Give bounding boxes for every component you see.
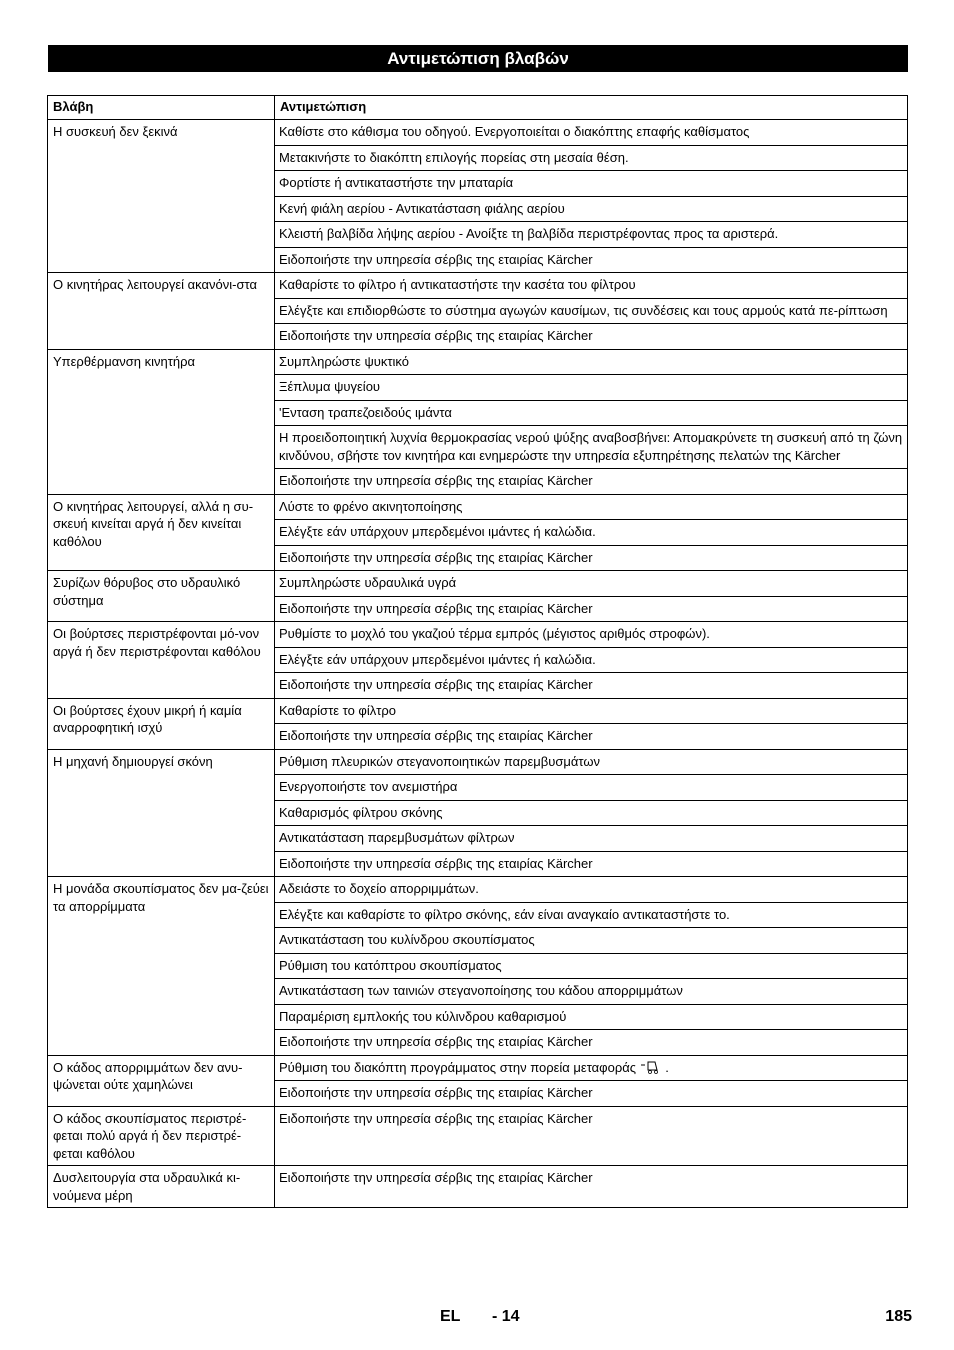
fault-cell: Οι βούρτσες έχουν μικρή ή καμία αναρροφητική ισχύ [48, 698, 275, 749]
remedy-cell [275, 1166, 908, 1208]
remedy-text: Η προειδοποιητική λυχνία θερμοκρασίας νερού ψύξης αναβοσβήνει: Απομακρύνετε τη συσκευή από τη ζώνη κινδύνου, σβήστε τον κινητήρα και ενημερώστε την υπηρεσία εξυπηρέτησης πελατών της Kärcher [279, 430, 903, 463]
remedy-text: Ειδοποιήστε την υπηρεσία σέρβις της εταιρίας Kärcher [279, 1110, 593, 1126]
remedy-cell [275, 1106, 908, 1166]
remedy-item [275, 825, 907, 851]
remedy-text: Συμπληρώστε υδραυλικά υγρά [279, 575, 457, 590]
remedy-item [275, 1029, 907, 1055]
remedy-item [275, 1166, 907, 1191]
remedy-text: Αντικατάσταση των ταινιών στεγανοποίησης του κάδου απορριμμάτων [279, 983, 683, 998]
remedy-item [275, 196, 907, 222]
remedy-text: Αντικατάσταση παρεμβυσμάτων φίλτρων [279, 830, 515, 845]
remedy-text: Ελέγξτε εάν υπάρχουν μπερδεμένοι ιμάντες ή καλώδια. [279, 524, 596, 539]
fault-cell: Υπερθέρμανση κινητήρα [48, 349, 275, 494]
table-row [48, 1106, 908, 1166]
troubleshooting-table [47, 95, 908, 1208]
remedy-item [275, 323, 907, 349]
troubleshooting-table-wrap [47, 95, 907, 1208]
remedy-cell [275, 494, 908, 571]
remedy-item [275, 273, 907, 298]
remedy-text: Ρυθμίστε το μοχλό του γκαζιού τέρμα εμπρός (μέγιστος αριθμός στροφών). [279, 626, 710, 641]
table-row [48, 120, 908, 273]
remedy-text: Ελέγξτε και επιδιορθώστε το σύστημα αγωγών καυσίμων, τις συνδέσεις και τους αρμούς κατά πε-ρίπτωση [279, 302, 888, 318]
remedy-cell [275, 273, 908, 350]
remedy-item [275, 468, 907, 494]
table-header-row [48, 96, 908, 120]
remedy-text: Λύστε το φρένο ακινητοποίησης [279, 498, 463, 514]
remedy-text: Ειδοποιήστε την υπηρεσία σέρβις της εταιρίας Kärcher [279, 1170, 593, 1185]
remedy-item [275, 851, 907, 877]
header-remedy: Αντιμετώπιση [275, 96, 908, 120]
remedy-text: Ειδοποιήστε την υπηρεσία σέρβις της εταιρίας Kärcher [279, 728, 593, 743]
remedy-item [275, 927, 907, 953]
remedy-text: Ειδοποιήστε την υπηρεσία σέρβις της εταιρίας Kärcher [279, 1085, 593, 1100]
remedy-cell [275, 571, 908, 622]
table-body [48, 120, 908, 1208]
remedy-text: Αδειάστε το δοχείο απορριμμάτων. [279, 881, 479, 896]
remedy-text: Παραμέριση εμπλοκής του κύλινδρου καθαρισμού [279, 1008, 567, 1024]
fault-cell: Η μηχανή δημιουργεί σκόνη [48, 749, 275, 877]
remedy-text: Φορτίστε ή αντικαταστήστε την μπαταρία [279, 175, 514, 190]
remedy-item [275, 699, 907, 724]
remedy-cell [275, 349, 908, 494]
remedy-text: Ρύθμιση του διακόπτη προγράμματος στην πορεία μεταφοράς [279, 1059, 636, 1075]
remedy-text: Ειδοποιήστε την υπηρεσία σέρβις της εταιρίας Kärcher [279, 855, 593, 871]
remedy-text: Ειδοποιήστε την υπηρεσία σέρβις της εταιρίας Kärcher [279, 328, 593, 343]
remedy-item [275, 1107, 907, 1132]
fault-cell: Ο κινητήρας λειτουργεί, αλλά η συ-σκευή κινείται αργά ή δεν κινείται καθόλου [48, 494, 275, 571]
remedy-text: Ειδοποιήστε την υπηρεσία σέρβις της εταιρίας Kärcher [279, 473, 593, 488]
remedy-item [275, 145, 907, 171]
remedy-item [275, 519, 907, 545]
remedy-cell [275, 877, 908, 1056]
remedy-item [275, 425, 907, 468]
fault-cell: Δυσλειτουργία στα υδραυλικά κι-νούμενα μέρη [48, 1166, 275, 1208]
remedy-item [275, 400, 907, 426]
table-row [48, 622, 908, 699]
remedy-text: Ξέπλυμα ψυγείου [279, 379, 381, 394]
remedy-item [275, 800, 907, 826]
remedy-item [275, 672, 907, 698]
remedy-text: Κενή φιάλη αερίου - Αντικατάσταση φιάλης αερίου [279, 200, 565, 216]
remedy-text: Κλειστή βαλβίδα λήψης αερίου - Ανοίξτε τη βαλβίδα περιστρέφοντας προς τα αριστερά. [279, 226, 779, 241]
remedy-item [275, 247, 907, 273]
table-row [48, 494, 908, 571]
transport-mode-icon: . [636, 1060, 669, 1075]
remedy-item [275, 596, 907, 622]
remedy-cell [275, 1055, 908, 1106]
fault-cell: Ο κινητήρας λειτουργεί ακανόνι-στα [48, 273, 275, 350]
fault-cell: Συρίζων θόρυβος στο υδραυλικό σύστημα [48, 571, 275, 622]
footer-language: EL [440, 1308, 461, 1325]
table-row [48, 349, 908, 494]
remedy-item [275, 374, 907, 400]
remedy-text: Ειδοποιήστε την υπηρεσία σέρβις της εταιρίας Kärcher [279, 549, 593, 565]
remedy-text: Ελέγξτε και καθαρίστε το φίλτρο σκόνης, εάν είναι αναγκαίο αντικαταστήστε το. [279, 906, 730, 922]
remedy-text: Ειδοποιήστε την υπηρεσία σέρβις της εταιρίας Kärcher [279, 600, 593, 616]
remedy-text: Ενεργοποιήστε τον ανεμιστήρα [279, 779, 458, 794]
remedy-text: Ειδοποιήστε την υπηρεσία σέρβις της εταιρίας Kärcher [279, 677, 593, 692]
remedy-item [275, 1056, 907, 1081]
table-row [48, 273, 908, 350]
footer-section-page: - 14 [492, 1308, 520, 1325]
remedy-text: Ελέγξτε εάν υπάρχουν μπερδεμένοι ιμάντες ή καλώδια. [279, 651, 596, 667]
remedy-item [275, 495, 907, 520]
remedy-item [275, 774, 907, 800]
header-fault: Βλάβη [48, 96, 275, 120]
remedy-item [275, 953, 907, 979]
remedy-item [275, 170, 907, 196]
table-row [48, 1055, 908, 1106]
table-row [48, 571, 908, 622]
remedy-text: Αντικατάσταση του κυλίνδρου σκουπίσματος [279, 932, 535, 947]
remedy-text: Καθαρίστε το φίλτρο [279, 702, 396, 718]
remedy-text: Ρύθμιση του κατόπτρου σκουπίσματος [279, 957, 502, 973]
remedy-text: Ρύθμιση πλευρικών στεγανοποιητικών παρεμβυσμάτων [279, 753, 600, 769]
fault-cell: Ο κάδος σκουπίσματος περιστρέ-φεται πολύ αργά ή δεν περιστρέ-φεται καθόλου [48, 1106, 275, 1166]
remedy-item [275, 221, 907, 247]
remedy-item [275, 120, 907, 145]
fault-cell: Η μονάδα σκουπίσματος δεν μα-ζεύει τα απορρίμματα [48, 877, 275, 1056]
section-title: Αντιμετώπιση βλαβών [48, 45, 908, 72]
remedy-text: Μετακινήστε το διακόπτη επιλογής πορείας στη μεσαία θέση. [279, 149, 629, 165]
remedy-item [275, 298, 907, 324]
remedy-item [275, 750, 907, 775]
remedy-item [275, 571, 907, 596]
fault-cell: Οι βούρτσες περιστρέφονται μό-νον αργά ή δεν περιστρέφονται καθόλου [48, 622, 275, 699]
remedy-item [275, 622, 907, 647]
remedy-item [275, 1080, 907, 1106]
remedy-text: Ειδοποιήστε την υπηρεσία σέρβις της εταιρίας Kärcher [279, 1034, 593, 1049]
footer-page-number: 185 [885, 1308, 912, 1325]
remedy-cell [275, 120, 908, 273]
remedy-item [275, 647, 907, 673]
remedy-cell [275, 622, 908, 699]
table-row [48, 698, 908, 749]
remedy-text: Συμπληρώστε ψυκτικό [279, 353, 409, 369]
remedy-item [275, 978, 907, 1004]
remedy-item [275, 545, 907, 571]
remedy-item [275, 1004, 907, 1030]
remedy-item [275, 723, 907, 749]
remedy-text: 'Ενταση τραπεζοειδούς ιμάντα [279, 404, 452, 420]
remedy-cell [275, 698, 908, 749]
table-row [48, 749, 908, 877]
remedy-text: Καθίστε στο κάθισμα του οδηγού. Ενεργοποιείται ο διακόπτης επαφής καθίσματος [279, 124, 750, 139]
table-row [48, 877, 908, 1056]
remedy-item [275, 350, 907, 375]
remedy-text: Καθαρισμός φίλτρου σκόνης [279, 804, 443, 820]
table-row [48, 1166, 908, 1208]
remedy-text: Ειδοποιήστε την υπηρεσία σέρβις της εταιρίας Kärcher [279, 251, 593, 267]
remedy-cell [275, 749, 908, 877]
fault-cell: Η συσκευή δεν ξεκινά [48, 120, 275, 273]
remedy-item [275, 877, 907, 902]
remedy-item [275, 902, 907, 928]
fault-cell: Ο κάδος απορριμμάτων δεν ανυ-ψώνεται ούτε χαμηλώνει [48, 1055, 275, 1106]
remedy-text: Καθαρίστε το φίλτρο ή αντικαταστήστε την κασέτα του φίλτρου [279, 277, 636, 292]
